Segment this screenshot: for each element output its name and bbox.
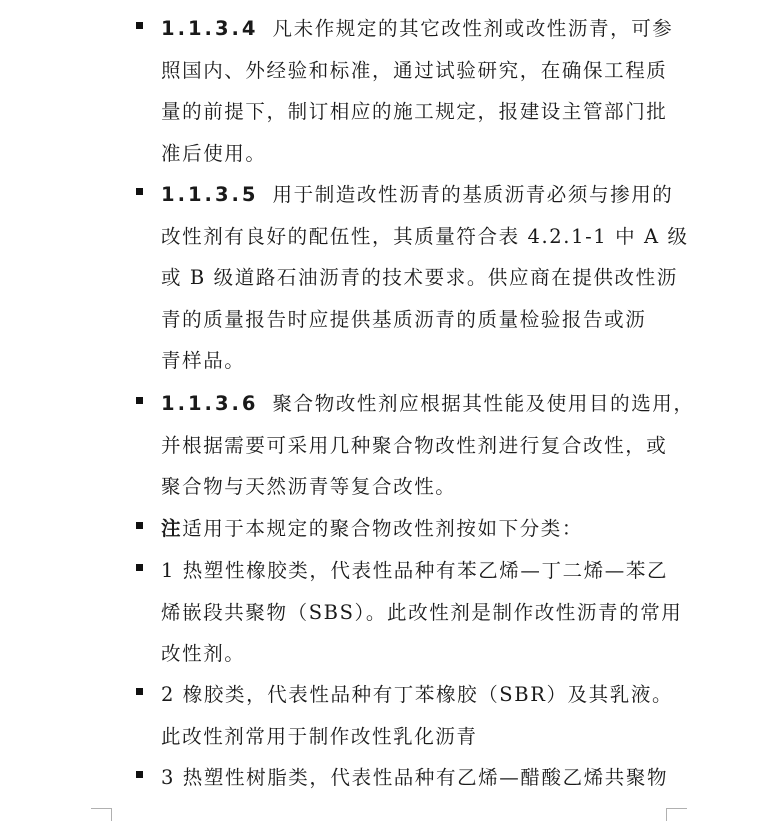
text-line: 青的质量报告时应提供基质沥青的质量检验报告或沥 — [161, 307, 647, 331]
text-line: 聚合物改性剂应根据其性能及使用目的选用， — [272, 392, 695, 415]
item-text — [161, 550, 683, 675]
item-text — [161, 8, 673, 174]
item-text — [161, 674, 673, 757]
text-line: 照国内、外经验和标准，通过试验研究，在确保工程质 — [161, 58, 668, 82]
item-text — [161, 757, 673, 799]
square-bullet-icon — [136, 688, 143, 695]
text-line: 此改性剂常用于制作改性乳化沥青 — [161, 724, 478, 748]
item-text — [161, 508, 673, 550]
text-line: 适用于本规定的聚合物改性剂按如下分类： — [182, 517, 584, 540]
text-line: 青样品。 — [161, 349, 246, 372]
text-line: 凡未作规定的其它改性剂或改性沥青，可参 — [272, 17, 674, 40]
clause-number: 1.1.3.6 — [161, 392, 259, 415]
text-line: 2 橡胶类，代表性品种有丁苯橡胶（SBR）及其乳液。 — [161, 683, 674, 706]
text-line: 3 热塑性树脂类，代表性品种有乙烯—醋酸乙烯共聚物 — [161, 766, 669, 789]
clause-number: 1.1.3.4 — [161, 17, 259, 40]
item-text — [161, 174, 689, 382]
text-line: 用于制造改性沥青的基质沥青必须与掺用的 — [272, 183, 674, 206]
text-line: 1 热塑性橡胶类，代表性品种有苯乙烯—丁二烯—苯乙 — [161, 559, 669, 582]
square-bullet-icon — [136, 522, 143, 529]
text-line: 烯嵌段共聚物（SBS）。此改性剂是制作改性沥青的常用 — [161, 600, 683, 624]
square-bullet-icon — [136, 22, 143, 29]
text-line: 改性剂。 — [161, 642, 246, 665]
text-line: 准后使用。 — [161, 141, 267, 165]
square-bullet-icon — [136, 771, 143, 778]
text-line: 聚合物与天然沥青等复合改性。 — [161, 475, 457, 498]
crop-mark-right-horizontal — [666, 808, 687, 809]
text-line: 并根据需要可采用几种聚合物改性剂进行复合改性，或 — [161, 433, 668, 457]
note-label: 注 — [161, 517, 183, 540]
text-line: 或 B 级道路石油沥青的技术要求。供应商在提供改性沥 — [161, 266, 678, 289]
crop-mark-left-horizontal — [91, 808, 112, 809]
crop-mark-left-vertical — [111, 808, 112, 821]
clause-number: 1.1.3.5 — [161, 183, 259, 206]
crop-mark-right-vertical — [666, 808, 667, 821]
square-bullet-icon — [136, 564, 143, 571]
square-bullet-icon — [136, 188, 143, 195]
item-text — [161, 383, 695, 508]
text-line: 改性剂有良好的配伍性，其质量符合表 4.2.1-1 中 A 级 — [161, 224, 689, 248]
square-bullet-icon — [136, 397, 143, 404]
text-line: 量的前提下，制订相应的施工规定，报建设主管部门批 — [161, 100, 668, 123]
